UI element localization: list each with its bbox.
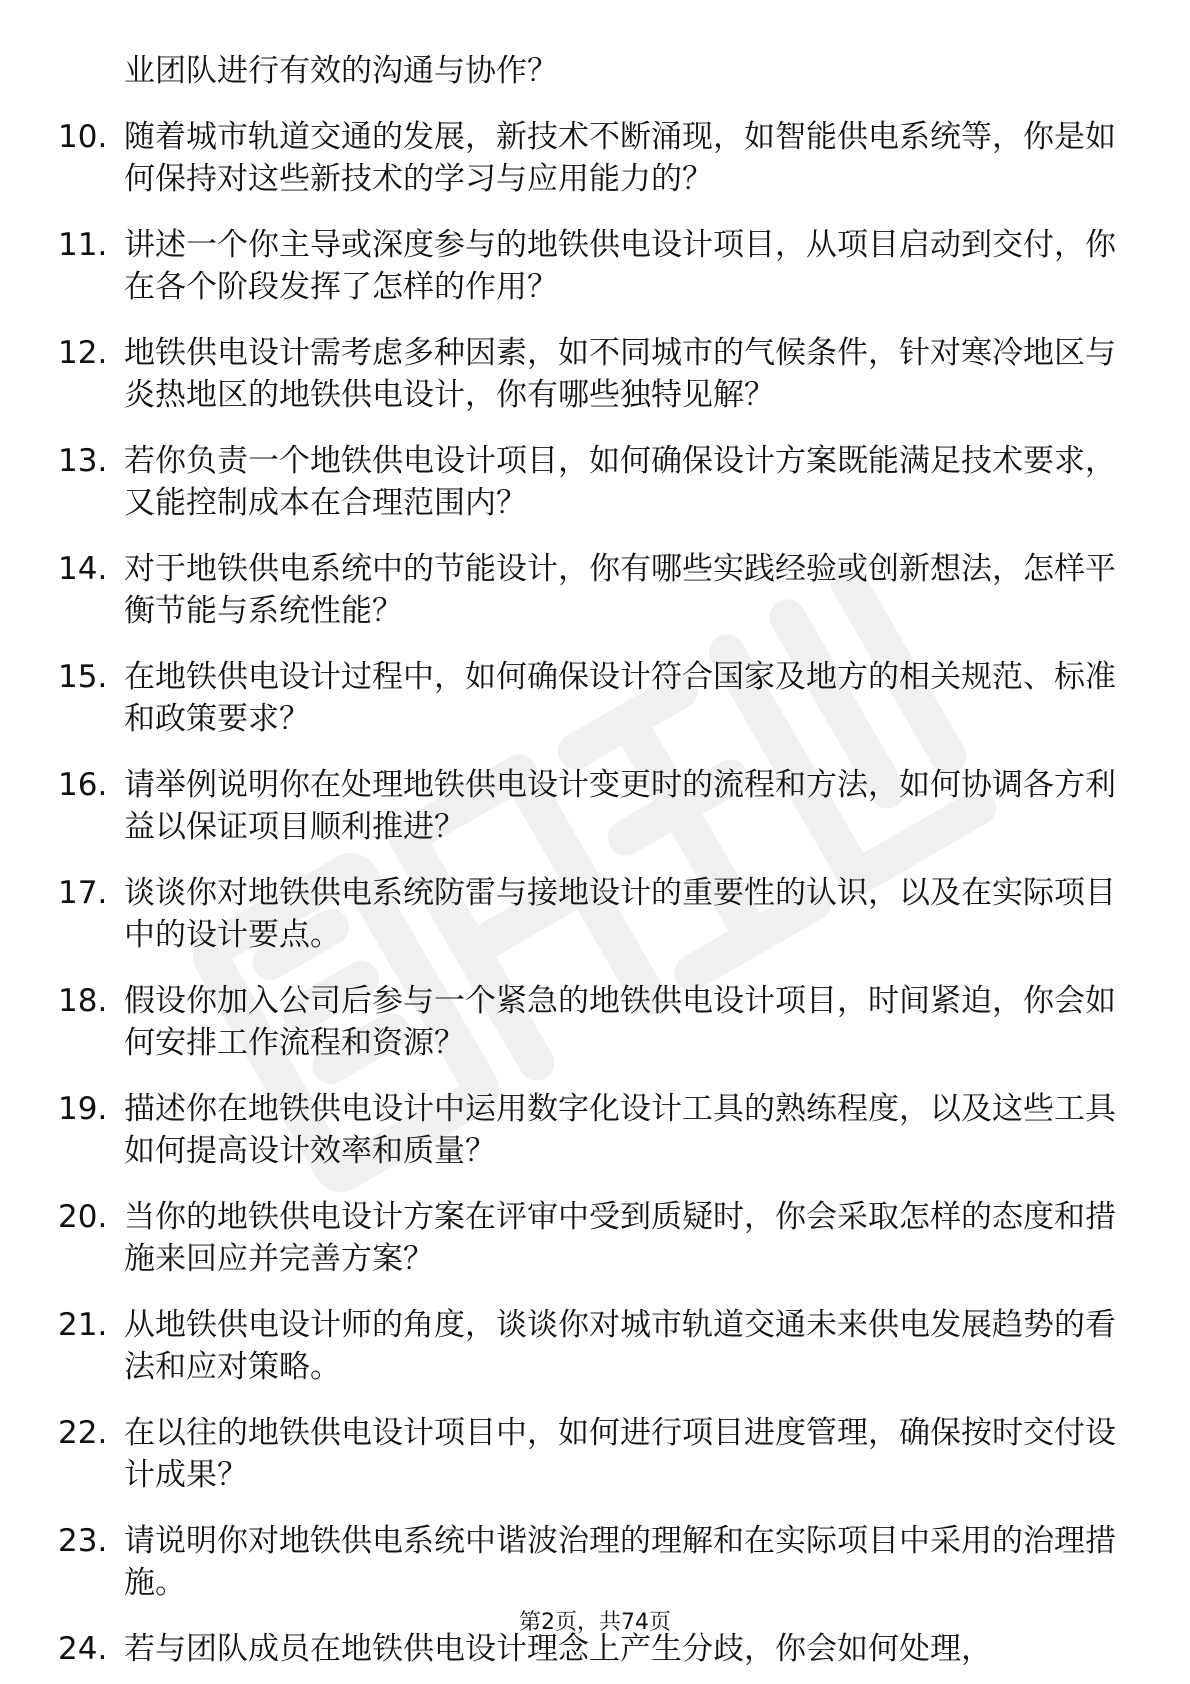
- question-item: [58, 1412, 1118, 1496]
- question-text: 对于地铁供电系统中的节能设计，你有哪些实践经验或创新想法，怎样平衡节能与系统性能？: [124, 551, 1116, 629]
- question-item: [58, 1304, 1118, 1388]
- question-number: 14.: [58, 551, 108, 587]
- question-number: 13.: [58, 443, 108, 479]
- question-number: 11.: [58, 227, 108, 263]
- question-number: 24.: [58, 1631, 108, 1667]
- question-item: [58, 224, 1118, 308]
- question-item: [58, 872, 1118, 956]
- question-text: 描述你在地铁供电设计中运用数字化设计工具的熟练程度，以及这些工具如何提高设计效率和质量？: [124, 1091, 1116, 1169]
- question-item: [58, 656, 1118, 740]
- question-number: 21.: [58, 1307, 108, 1343]
- question-number: 22.: [58, 1415, 108, 1451]
- question-number: 15.: [58, 659, 108, 695]
- question-item: [58, 440, 1118, 524]
- question-text: 当你的地铁供电设计方案在评审中受到质疑时，你会采取怎样的态度和措施来回应并完善方案？: [124, 1199, 1116, 1277]
- question-item: [58, 1520, 1118, 1604]
- question-item: [58, 764, 1118, 848]
- question-number: 12.: [58, 335, 108, 371]
- question-text: 假设你加入公司后参与一个紧急的地铁供电设计项目，时间紧迫，你会如何安排工作流程和资源？: [124, 983, 1116, 1061]
- question-number: 18.: [58, 983, 108, 1019]
- question-text: 在地铁供电设计过程中，如何确保设计符合国家及地方的相关规范、标准和政策要求？: [124, 659, 1116, 737]
- question-text: 随着城市轨道交通的发展，新技术不断涌现，如智能供电系统等，你是如何保持对这些新技术的学习与应用能力的？: [124, 119, 1116, 197]
- question-text: 若与团队成员在地铁供电设计理念上产生分歧，你会如何处理，: [124, 1631, 992, 1667]
- question-text: 地铁供电设计需考虑多种因素，如不同城市的气候条件，针对寒冷地区与炎热地区的地铁供电设计，你有哪些独特见解？: [124, 335, 1116, 413]
- question-content: [58, 50, 1118, 1684]
- page-footer: 第2页，共74页: [519, 1610, 671, 1635]
- question-text: 请说明你对地铁供电系统中谐波治理的理解和在实际项目中采用的治理措施。: [124, 1523, 1116, 1601]
- question-text: 请举例说明你在处理地铁供电设计变更时的流程和方法，如何协调各方利益以保证项目顺利推进？: [124, 767, 1116, 845]
- question-text: 讲述一个你主导或深度参与的地铁供电设计项目，从项目启动到交付，你在各个阶段发挥了怎样的作用？: [124, 227, 1116, 305]
- question-item: [58, 1088, 1118, 1172]
- question-item: [58, 548, 1118, 632]
- question-number: 23.: [58, 1523, 108, 1559]
- question-number: 17.: [58, 875, 108, 911]
- question-item: [58, 1196, 1118, 1280]
- question-text: 谈谈你对地铁供电系统防雷与接地设计的重要性的认识，以及在实际项目中的设计要点。: [124, 875, 1116, 953]
- question-number: 20.: [58, 1199, 108, 1235]
- question-number: 16.: [58, 767, 108, 803]
- question-text: 从地铁供电设计师的角度，谈谈你对城市轨道交通未来供电发展趋势的看法和应对策略。: [124, 1307, 1116, 1385]
- question-item: [58, 980, 1118, 1064]
- question-text: 在以往的地铁供电设计项目中，如何进行项目进度管理，确保按时交付设计成果？: [124, 1415, 1116, 1493]
- question-number: 10.: [58, 119, 108, 155]
- question-item: [58, 116, 1118, 200]
- question-text: 若你负责一个地铁供电设计项目，如何确保设计方案既能满足技术要求，又能控制成本在合理范围内？: [124, 443, 1116, 521]
- continued-question-text: 业团队进行有效的沟通与协作？: [124, 53, 558, 89]
- question-list: [58, 116, 1118, 1670]
- question-item: [58, 332, 1118, 416]
- question-number: 19.: [58, 1091, 108, 1127]
